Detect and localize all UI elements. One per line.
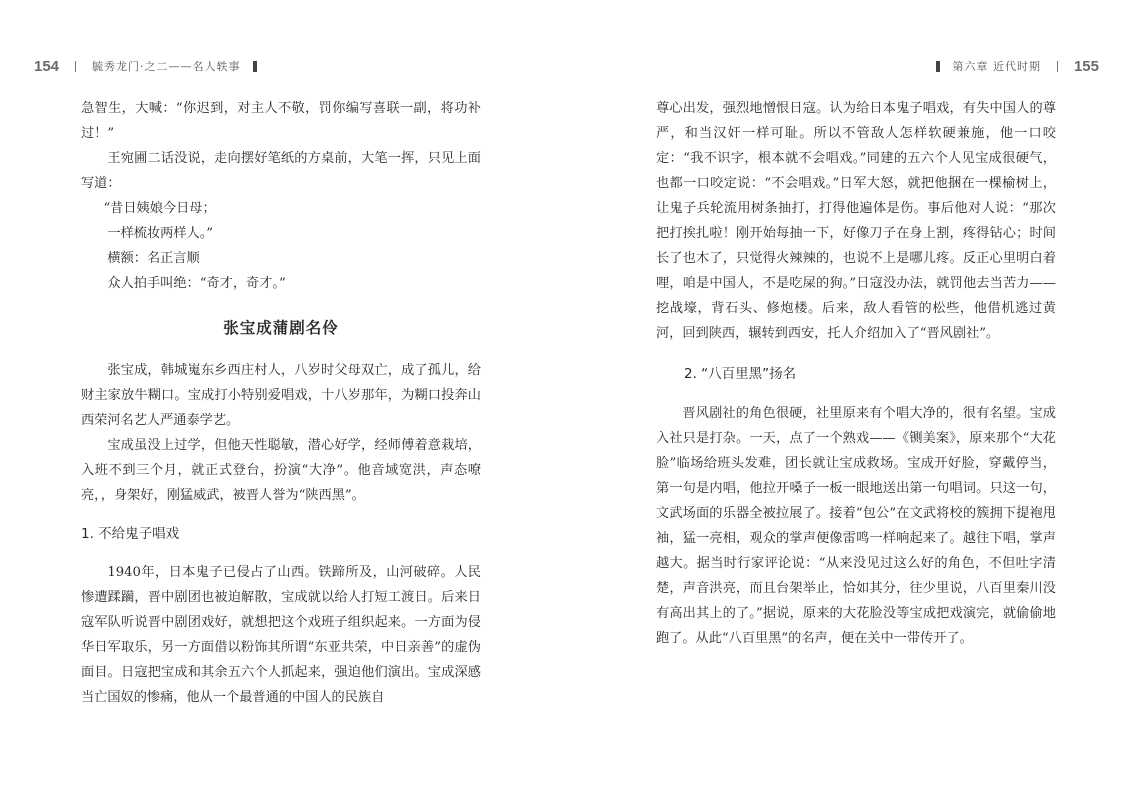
header-divider [75, 61, 76, 72]
header-divider [1057, 61, 1058, 72]
paragraph: 众人拍手叫绝：“奇才，奇才。” [107, 276, 286, 291]
left-page [81, 96, 481, 710]
paragraph: 晋风剧社的角色很硬，社里原来有个唱大净的，很有名望。宝成入社只是打杂。一天，点了一个熟戏——《铡美案》，原来那个“大花脸”临场给班头发难，团长就让宝成救场。宝成开好脸，穿戴停当，第一句是内唱，他拉开嗓子一板一眼地送出第一句唱词。只这一句，文武场面的乐器全被拉展了。接着“包公”在文武将校的簇拥下提袍甩袖，猛一亮相，观众的掌声便像雷鸣一样响起来了。越往下唱，掌声越大。据当时行家评论说：“从来没见过这么好的角色，不但吐字清楚，声音洪亮，而且台架举止，恰如其分，往少里说，八百里秦川没有高出其上的了。”据说，原来的大花脸没等宝成把戏演完，就偷偷地跑了。从此“八百里黑”的名声，便在关中一带传开了。 [656, 406, 1056, 646]
header-marker [253, 61, 257, 72]
paragraph: 张宝成，韩城嵬东乡西庄村人，八岁时父母双亡，成了孤儿，给财主家放牛糊口。宝成打小特别爱唱戏，十八岁那年，为糊口投奔山西荣河名艺人严通泰学艺。 [81, 363, 481, 428]
paragraph: 王宛圃二话没说，走向摆好笔纸的方桌前，大笔一挥，只见上面写道： [81, 151, 481, 191]
right-page [656, 96, 1056, 651]
left-page-number: 154 [34, 57, 60, 75]
book-title: 毓秀龙门·之二——名人轶事 [92, 60, 241, 73]
subsection-title: 1. 不给鬼子唱戏 [81, 526, 180, 542]
section-title: 张宝成蒲剧名伶 [223, 319, 339, 337]
right-running-header [924, 54, 1099, 78]
subsection-title: 2. “八百里黑”扬名 [684, 366, 797, 382]
couplet-line: “昔日姨娘今日母； [103, 201, 216, 216]
paragraph: 1940年，日本鬼子已侵占了山西。铁蹄所及，山河破碎。人民惨遭蹂躏，晋中剧团也被迫解散，宝成就以给人打短工渡日。后来日寇军队听说晋中剧团戏好，就想把这个戏班子组织起来。一方面为侵华日军取乐，另一方面借以粉饰其所谓“东亚共荣，中日亲善”的虚伪面目。日寇把宝成和其余五六个人抓起来，强迫他们演出。宝成深感当亡国奴的惨痛，他从一个最普通的中国人的民族自 [81, 565, 481, 705]
couplet-line: 一样梳妆两样人。” [107, 226, 214, 241]
right-page-number: 155 [1073, 57, 1099, 75]
left-running-header [34, 54, 269, 78]
header-marker [936, 61, 940, 72]
paragraph: 宝成虽没上过学，但他天性聪敏，潜心好学，经师傅着意栽培，入班不到三个月，就正式登台，扮演“大净”。他音域宽洪，声态嘹亮，，身架好，刚猛威武，被晋人誉为“陕西黑”。 [81, 438, 481, 503]
paragraph: 尊心出发，强烈地憎恨日寇。认为给日本鬼子唱戏，有失中国人的尊严，和当汉奸一样可耻。所以不管敌人怎样软硬兼施，他一口咬定：“我不识字，根本就不会唱戏。”同建的五六个人见宝成很硬气，也都一口咬定说：“不会唱戏。”日军大怒，就把他捆在一棵榆树上，让鬼子兵轮流用树条抽打，打得他遍体是伤。事后他对人说：“那次把打挨扎啦！刚开始每抽一下，好像刀子在身上割，疼得钻心；时间长了也木了，只觉得火辣辣的，也说不上是哪儿疼。反正心里明白着哩，咱是中国人，不是吃屎的狗。”日寇没办法，就罚他去当苦力——挖战壕，背石头、修炮楼。后来，敌人看管的松些，他借机逃过黄河，回到陕西，辗转到西安，托人介绍加入了“晋风剧社”。 [656, 101, 1056, 341]
paragraph: 急智生，大喊：“你迟到，对主人不敬，罚你编写喜联一副，将功补过！” [81, 101, 481, 141]
couplet-banner: 横额：名正言顺 [107, 251, 200, 266]
chapter-title: 第六章 近代时期 [952, 60, 1041, 73]
